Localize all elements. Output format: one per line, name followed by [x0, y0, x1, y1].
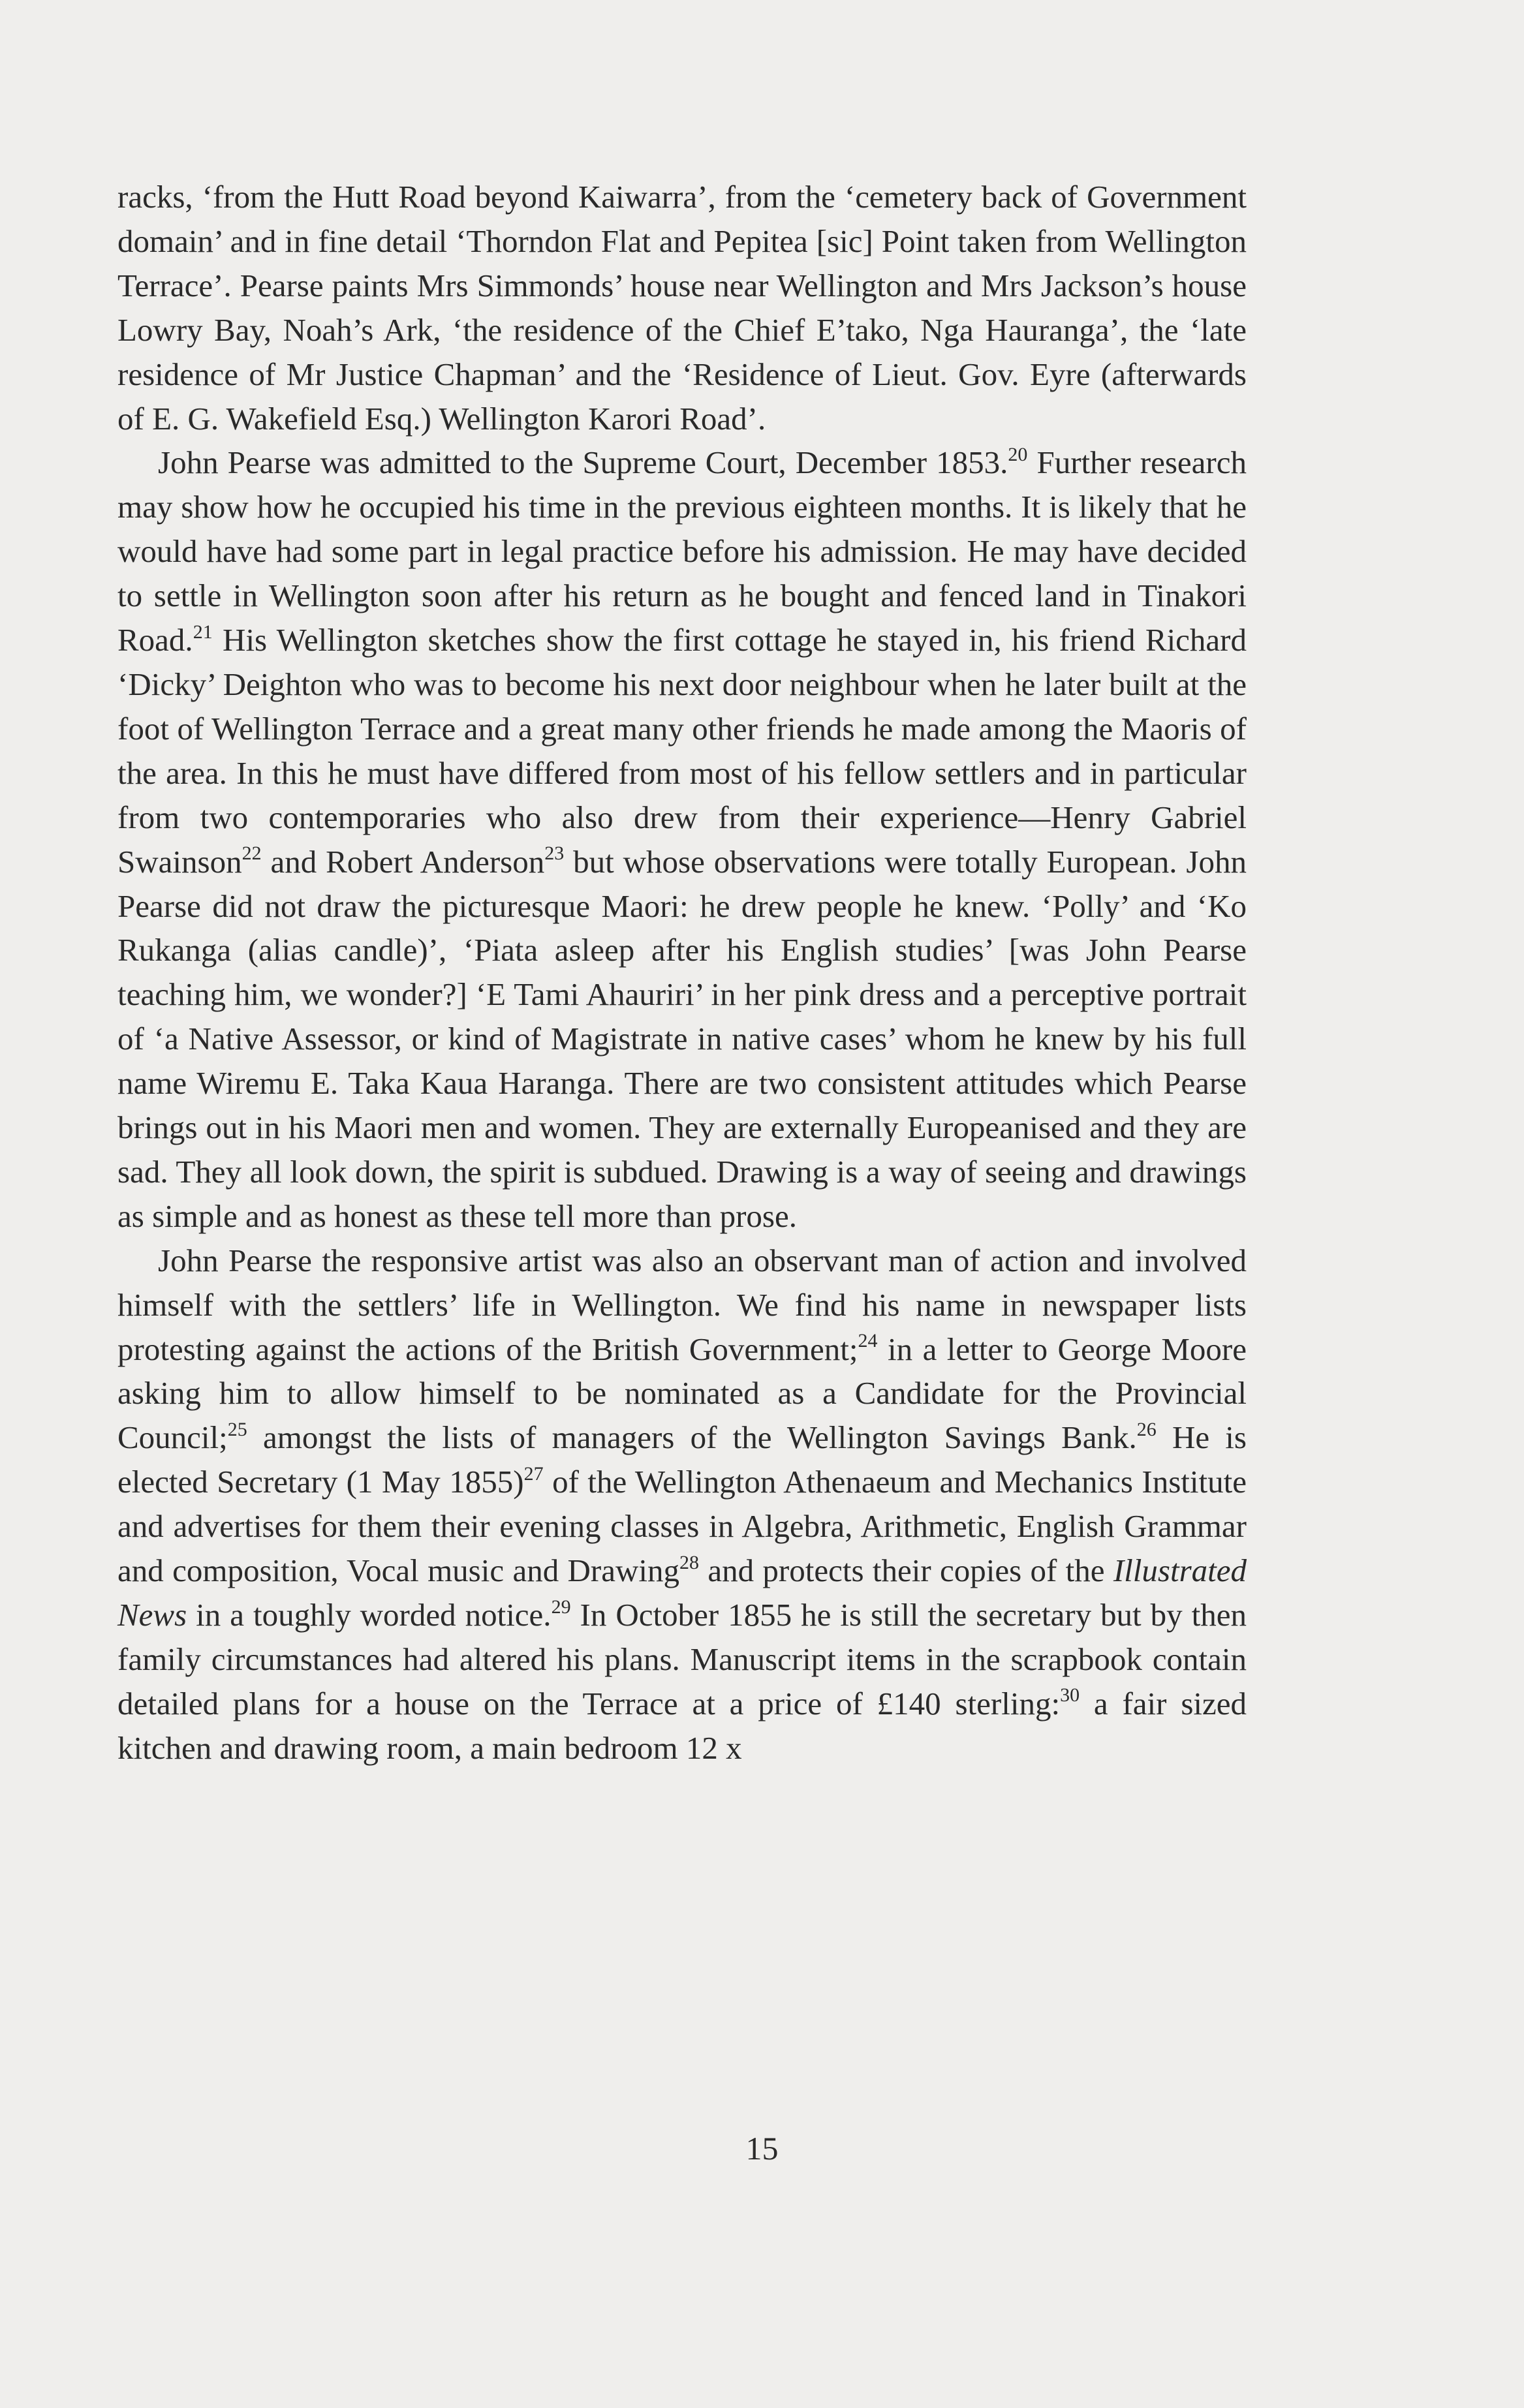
text-run: Further research may show how he occupied his time in the previous eighteen months. It is likely that he would have had some part in legal practice before his admission. He may have decided to settle in Wellington soon after his return as he bought and fenced land in Tinakori Road.: [117, 444, 1247, 658]
paragraph: [117, 440, 1247, 1238]
text-run: John Pearse was admitted to the Supreme Court, December 1853.: [158, 444, 1008, 481]
footnote-marker: 29: [551, 1596, 571, 1618]
text-run: in a letter to George Moore asking him to allow himself to be nominated as a Candidate for the Provincial Council;: [117, 1331, 1247, 1456]
footnote-marker: 27: [523, 1462, 544, 1485]
footnote-marker: 20: [1008, 444, 1028, 466]
footnote-marker: 26: [1136, 1419, 1157, 1441]
text-run: and Robert Anderson: [261, 843, 545, 880]
italic-title: Illustrated News: [117, 1552, 1247, 1633]
text-run: His Wellington sketches show the first cottage he stayed in, his friend Richard ‘Dicky’ Deighton who was to become his next door neighbour when he later built at the foot of Wellington Terrace and a great many other friends he made among the Maoris of the area. In this he must have differed from most of his fellow settlers and in particular from two contemporaries who also drew from their experience—Henry Gabriel Swainson: [117, 622, 1247, 880]
paragraph: [117, 175, 1247, 440]
footnote-marker: 21: [193, 621, 213, 643]
text-run: racks, ‘from the Hutt Road beyond Kaiwarra’, from the ‘cemetery back of Government domain’ and in fine detail ‘Thorndon Flat and Pepitea [sic] Point taken from Wellington Terrace’. Pearse paints Mrs Simmonds’ house near Wellington and Mrs Jackson’s house Lowry Bay, Noah’s Ark, ‘the residence of the Chief E’tako, Nga Hauranga’, the ‘late residence of Mr Justice Chapman’ and the ‘Residence of Lieut. Gov. Eyre (afterwards of E. G. Wakefield Esq.) Wellington Karori Road’.: [117, 179, 1247, 437]
footnote-marker: 23: [544, 842, 565, 865]
text-run: John Pearse the responsive artist was also an observant man of action and involved himself with the settlers’ life in Wellington. We find his name in newspaper lists protesting against the actions of the British Government;: [117, 1242, 1247, 1367]
text-run: of the Wellington Athenaeum and Mechanics Institute and advertises for them their evening classes in Algebra, Arithmetic, English Grammar and composition, Vocal music and Drawing: [117, 1464, 1247, 1589]
footnote-marker: 25: [227, 1419, 247, 1441]
text-run: a fair sized kitchen and drawing room, a main bedroom 12 x: [117, 1685, 1247, 1766]
footnote-marker: 30: [1060, 1684, 1080, 1706]
footnote-marker: 24: [858, 1330, 878, 1352]
footnote-marker: 22: [241, 842, 262, 865]
footnote-marker: 28: [679, 1551, 699, 1573]
text-run: He is elected Secretary (1 May 1855): [117, 1419, 1247, 1500]
text-run: in a toughly worded notice.: [187, 1597, 552, 1633]
text-run: and protects their copies of the: [698, 1552, 1113, 1589]
text-run: In October 1855 he is still the secretary but by then family circumstances had altered his plans. Manuscript items in the scrapbook contain detailed plans for a house on the Terrace at a price of £140 sterling:: [117, 1597, 1247, 1721]
text-run: but whose observations were totally European. John Pearse did not draw the picturesque Maori: he drew people he knew. ‘Polly’ and ‘Ko Rukanga (alias candle)’, ‘Piata asleep after his English studies’ [was John Pearse teaching him, we wonder?] ‘E Tami Ahauriri’ in her pink dress and a perceptive portrait of ‘a Native Assessor, or kind of Magistrate in native cases’ whom he knew by his full name Wiremu E. Taka Kaua Haranga. There are two consistent attitudes which Pearse brings out in his Maori men and women. They are externally Europeanised and they are sad. They all look down, the spirit is subdued. Drawing is a way of seeing and drawings as simple and as honest as these tell more than prose.: [117, 843, 1247, 1234]
page-number: 15: [745, 2130, 779, 2167]
paragraph: [117, 1239, 1247, 1770]
text-run: amongst the lists of managers of the Wellington Savings Bank.: [247, 1419, 1137, 1456]
body-text: [117, 175, 1247, 1770]
